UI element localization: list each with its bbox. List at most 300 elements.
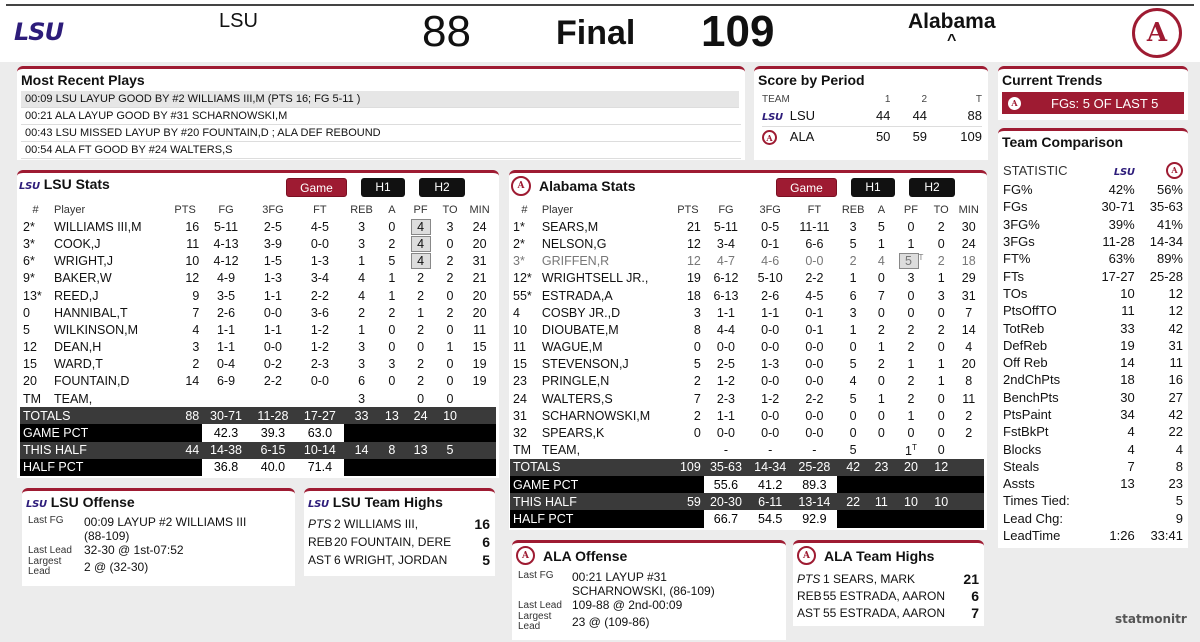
high-player: 55 ESTRADA, AARON [823, 605, 946, 620]
comparison-value: 4 [1127, 441, 1135, 457]
stat-cell [837, 253, 870, 270]
stat-value: 6-9 [216, 374, 236, 389]
stat-cell [929, 407, 954, 424]
player-row[interactable] [20, 287, 496, 304]
stat-cell [168, 218, 202, 235]
player-row[interactable] [510, 218, 984, 235]
stat-value: 3 [358, 391, 366, 406]
stat-cell [437, 218, 463, 235]
summary-blank [837, 510, 870, 527]
summary-blank [463, 424, 496, 441]
stat-cell [704, 356, 748, 373]
sbp-total: 109 [960, 129, 982, 145]
comparison-value: 10 [1120, 285, 1135, 301]
half-pct-row [20, 459, 496, 476]
player-row[interactable] [510, 270, 984, 287]
stat-value: 1-3 [263, 271, 282, 286]
lsu-tab-game[interactable]: Game [286, 178, 347, 197]
stat-value: 3 [849, 219, 857, 234]
stat-cell [748, 304, 792, 321]
stat-value: 20 [472, 288, 487, 303]
stat-cell [168, 321, 202, 338]
high-player: 20 FOUNTAIN, DERE [334, 535, 452, 549]
stat-value: 6 [358, 374, 366, 389]
player-name: BAKER,W [54, 271, 112, 286]
summary-value: 42.3 [202, 424, 250, 441]
stat-cell [893, 253, 929, 270]
stat-value: 2 [907, 374, 915, 389]
stat-value: 12 [185, 271, 200, 286]
lsu-stats-table [20, 201, 496, 476]
player-row[interactable] [510, 321, 984, 338]
stat-cell [20, 339, 51, 356]
stat-value: 0 [446, 236, 454, 251]
stat-cell [893, 424, 929, 441]
summary-value: 23 [870, 459, 893, 476]
stat-value: 3-5 [216, 288, 236, 303]
stat-value: 1-2 [716, 374, 735, 389]
stat-value: 2 [937, 322, 945, 337]
stat-value: 1-2 [310, 340, 329, 355]
trend-item[interactable] [1002, 92, 1184, 114]
play-item[interactable]: 00:21 ALA LAYUP GOOD BY #31 SCHARNOWSKI,M [21, 108, 741, 125]
player-row[interactable] [510, 287, 984, 304]
summary-value: 13 [404, 442, 437, 459]
high-player: 1 SEARS, MARK [823, 571, 916, 586]
stat-value: 0-0 [716, 340, 735, 355]
high-value: 5 [482, 552, 490, 568]
trend-text: FGs: 5 OF LAST 5 [1051, 95, 1159, 111]
offense-value: 00:09 LAYUP #2 WILLIAMS III (88-109) [84, 515, 247, 543]
stat-value: 20 [472, 236, 487, 251]
comparison-stat: FTs [1003, 268, 1024, 284]
player-name: HANNIBAL,T [54, 305, 128, 320]
comparison-value: 30 [1120, 389, 1135, 405]
stat-value: 5 [877, 219, 885, 234]
game-pct-row [20, 424, 496, 441]
current-trends-panel [998, 66, 1188, 120]
stat-value: 21 [686, 219, 701, 234]
offense-label: Last Lead [28, 544, 72, 556]
play-item[interactable]: 00:54 ALA FT GOOD BY #24 WALTERS,S [21, 142, 741, 159]
stat-value: 5-10 [757, 271, 783, 286]
stat-cell [953, 321, 984, 338]
stat-value: 8 [693, 322, 701, 337]
alabama-logo-small: A [797, 546, 816, 565]
stat-cell [748, 442, 792, 459]
offense-value: 23 @ (109-86) [572, 615, 650, 629]
stat-value: 10 [513, 322, 527, 337]
stat-cell [250, 321, 296, 338]
stat-cell [704, 442, 748, 459]
stat-value: 2 [417, 322, 425, 337]
stat-cell [953, 218, 984, 235]
summary-blank [870, 510, 893, 527]
offense-label: Last FG [28, 515, 64, 526]
lsu-logo: LSU [14, 18, 64, 46]
high-category: REB [308, 535, 333, 549]
offense-value: 00:21 LAYUP #31 SCHARNOWSKI, (86-109) [572, 570, 715, 598]
comparison-value: 19 [1120, 337, 1135, 353]
summary-value: 55.6 [704, 476, 748, 493]
player-row[interactable] [20, 321, 496, 338]
stat-value: 0-0 [805, 340, 824, 355]
stat-cell [893, 321, 929, 338]
lsu-logo-small: LSU [26, 499, 47, 510]
stat-value: 4-5 [310, 219, 329, 234]
stat-cell [20, 321, 51, 338]
stat-cell [168, 253, 202, 270]
stat-value: 7 [192, 305, 200, 320]
player-name: ESTRADA,A [541, 288, 613, 303]
stat-value: 5 [849, 357, 857, 372]
comparison-value: 25-28 [1149, 268, 1183, 284]
away-score: 109 [701, 7, 775, 56]
column-header-ft: FT [313, 203, 327, 216]
player-row[interactable] [20, 235, 496, 252]
stat-cell [539, 321, 672, 338]
alabama-logo-small: A [511, 176, 531, 196]
stat-value: 4-6 [761, 254, 780, 269]
comparison-value: 42 [1168, 407, 1183, 422]
stat-cell [539, 253, 672, 270]
stat-cell [672, 253, 704, 270]
offense-value: 2 @ (32-30) [84, 560, 149, 574]
comparison-value: 12 [1168, 303, 1183, 319]
stat-value: 0 [877, 408, 885, 423]
column-header-min: MIN [958, 203, 979, 216]
play-item[interactable]: 00:43 LSU MISSED LAYUP BY #20 FOUNTAIN,D ; ALA DEF REBOUND [21, 125, 741, 142]
player-row[interactable] [510, 442, 984, 459]
stat-cell [704, 235, 748, 252]
offense-label: Last FG [518, 570, 554, 581]
summary-value: 44 [168, 442, 202, 459]
stat-value: 2 [446, 271, 454, 286]
ala-tab-h1[interactable]: H1 [851, 178, 895, 197]
stat-cell [539, 356, 672, 373]
sbp-total: 88 [967, 107, 982, 123]
summary-value: 54.5 [748, 510, 792, 527]
comparison-value: 23 [1168, 476, 1183, 492]
comparison-stat: TotReb [1003, 320, 1045, 336]
stat-value: 14 [185, 374, 200, 389]
stat-cell [510, 287, 539, 304]
stat-cell [929, 442, 954, 459]
summary-label: HALF PCT [510, 510, 672, 527]
stat-value: 2 [937, 254, 945, 269]
ala-tab-h2[interactable]: H2 [909, 178, 955, 197]
stat-cell [704, 321, 748, 338]
stat-value: 0-1 [805, 322, 824, 337]
stat-cell [837, 218, 870, 235]
player-row[interactable] [20, 304, 496, 321]
stat-cell [539, 442, 672, 459]
stat-value: 1* [513, 219, 525, 234]
stat-value: 0-1 [761, 236, 780, 251]
player-row[interactable] [20, 270, 496, 287]
comparison-stat: Lead Chg: [1003, 510, 1063, 526]
stat-cell [437, 270, 463, 287]
stat-cell [20, 373, 51, 390]
summary-blank [953, 493, 984, 510]
stat-value: 1-1 [716, 305, 735, 320]
stat-value: 4-4 [716, 322, 735, 337]
stat-cell [379, 235, 404, 252]
comparison-stat: Blocks [1003, 441, 1042, 457]
player-row[interactable] [510, 424, 984, 441]
summary-value: 109 [672, 459, 704, 476]
stat-value: 1 [937, 374, 945, 389]
column-header-pf: PF [413, 203, 428, 216]
stat-cell [51, 339, 168, 356]
comparison-stat: Off Reb [1003, 355, 1048, 371]
stat-cell [379, 218, 404, 235]
stat-cell [953, 424, 984, 441]
stat-value: 3-4 [310, 271, 329, 286]
stat-value: 0 [937, 426, 945, 441]
stat-cell [704, 339, 748, 356]
player-row[interactable] [20, 253, 496, 270]
stat-cell [437, 390, 463, 407]
stat-cell [344, 339, 380, 356]
stat-cell [893, 304, 929, 321]
stat-cell [20, 304, 51, 321]
comparison-row [1000, 337, 1186, 354]
player-row[interactable] [20, 356, 496, 373]
player-row[interactable] [20, 339, 496, 356]
stat-cell [510, 218, 539, 235]
stat-value: 4 [965, 340, 973, 355]
score-by-period-panel [754, 66, 988, 160]
stat-cell [953, 356, 984, 373]
comparison-value: 16 [1168, 372, 1183, 388]
team-comparison-title: Team Comparison [1002, 134, 1124, 150]
stat-value: 24 [472, 219, 487, 234]
stat-value: 5 [388, 254, 396, 269]
stat-value: 0 [937, 236, 945, 251]
stat-value: 4 [849, 374, 857, 389]
stat-value: 3 [192, 340, 200, 355]
stat-value: 4-13 [213, 236, 239, 251]
stat-cell [748, 321, 792, 338]
ala-team-highs-panel [793, 540, 984, 626]
comparison-stat: FT% [1003, 251, 1031, 267]
stat-value: 2-3 [716, 391, 735, 406]
column-header-pts: PTS [174, 203, 196, 216]
stat-value: 0-5 [761, 219, 780, 234]
ala-highs-table [797, 570, 979, 621]
comparison-stat: DefReb [1003, 337, 1048, 353]
comparison-header: STATISTIC [1003, 162, 1068, 178]
stat-cell [510, 356, 539, 373]
stat-value: 1 [907, 408, 915, 423]
player-name: SCHARNOWSKI,M [541, 408, 651, 423]
player-row[interactable] [510, 390, 984, 407]
comparison-value: 89% [1156, 251, 1183, 267]
stat-value: 6 [849, 288, 857, 303]
comparison-value: 33:41 [1150, 528, 1183, 544]
comparison-row [1000, 475, 1186, 492]
stat-cell [792, 235, 836, 252]
player-row[interactable] [20, 390, 496, 407]
stat-cell [704, 253, 748, 270]
lsu-highs-title: LSU Team Highs [332, 494, 443, 510]
summary-label: THIS HALF [20, 442, 168, 459]
stat-value: 2-6 [761, 288, 780, 303]
stat-cell [792, 287, 836, 304]
stat-cell [296, 339, 344, 356]
stat-value: 1-1 [263, 288, 282, 303]
lsu-tab-h2[interactable]: H2 [419, 178, 465, 197]
stat-cell [539, 424, 672, 441]
offense-label: Largest Lead [28, 556, 62, 577]
stat-cell [929, 235, 954, 252]
stat-cell [168, 390, 202, 407]
stat-cell [870, 407, 893, 424]
sbp-header-2: 2 [921, 94, 928, 105]
play-item[interactable]: 00:09 LSU LAYUP GOOD BY #2 WILLIAMS III,M (PTS 16; FG 5-11 ) [21, 91, 739, 108]
sbp-team: ALA [789, 129, 815, 145]
stat-value: 0-0 [263, 340, 282, 355]
summary-value: 22 [837, 493, 870, 510]
stat-value: 1 [417, 305, 425, 320]
score-by-period-table [762, 94, 982, 147]
column-header-fg: FG [218, 203, 234, 216]
comparison-row [1000, 181, 1186, 198]
stat-value: 2 [388, 305, 396, 320]
comparison-stat: LeadTime [1003, 528, 1061, 544]
stat-cell [870, 390, 893, 407]
stat-value: 2-2 [263, 374, 282, 389]
stat-cell [893, 407, 929, 424]
stat-value: 2 [877, 357, 885, 372]
stat-cell [748, 218, 792, 235]
stat-cell [379, 253, 404, 270]
stat-cell [792, 253, 836, 270]
stat-cell [672, 373, 704, 390]
stat-value: 0 [849, 408, 857, 423]
stat-value: 0 [417, 391, 425, 406]
stat-cell [953, 442, 984, 459]
comparison-value: 35-63 [1149, 199, 1183, 215]
stat-value: 4 [513, 305, 520, 320]
stat-cell [437, 356, 463, 373]
lsu-highs-table [308, 515, 490, 569]
stat-value: 5-11 [713, 219, 738, 234]
stat-value: 1-2 [310, 322, 329, 337]
stat-cell [953, 390, 984, 407]
stat-value: 32 [513, 426, 527, 441]
ala-tab-game[interactable]: Game [776, 178, 837, 197]
player-row[interactable] [510, 339, 984, 356]
stat-cell [168, 270, 202, 287]
summary-value: 6-15 [250, 442, 296, 459]
stat-value: 2 [358, 305, 366, 320]
stat-cell [379, 287, 404, 304]
stat-value: 0-0 [805, 374, 824, 389]
column-header-ft: FT [807, 203, 822, 216]
summary-value: 11 [870, 493, 893, 510]
player-row[interactable] [510, 407, 984, 424]
stat-value: 2 [388, 236, 396, 251]
comparison-value: 30-71 [1101, 199, 1135, 215]
comparison-value: 31 [1168, 337, 1183, 353]
stat-cell [929, 253, 954, 270]
stat-cell [953, 407, 984, 424]
stat-value: 18 [686, 288, 701, 303]
stat-cell [463, 390, 496, 407]
stat-cell [20, 390, 51, 407]
stat-cell [51, 270, 168, 287]
player-row[interactable] [20, 373, 496, 390]
player-row[interactable] [510, 356, 984, 373]
stat-cell [893, 235, 929, 252]
player-row[interactable] [510, 373, 984, 390]
stat-cell [510, 424, 539, 441]
stat-cell [510, 407, 539, 424]
lsu-tab-h1[interactable]: H1 [361, 178, 405, 197]
stat-value: 0-0 [761, 426, 780, 441]
sbp-team: LSU [789, 107, 816, 123]
stat-cell [296, 356, 344, 373]
column-header-a: A [877, 203, 886, 216]
player-row[interactable] [510, 235, 984, 252]
stat-value: 0-0 [716, 426, 735, 441]
summary-blank [893, 476, 929, 493]
stat-cell [510, 390, 539, 407]
player-name: WRIGHT,J [54, 254, 114, 269]
summary-value: 14-34 [748, 459, 792, 476]
player-row[interactable] [510, 253, 984, 270]
stat-value: 20 [961, 357, 976, 372]
stat-value: 11 [962, 391, 976, 406]
stat-value: 2 [417, 288, 425, 303]
stat-cell [539, 287, 672, 304]
current-trends-title: Current Trends [1002, 72, 1103, 88]
stat-cell [953, 270, 984, 287]
stat-value: 3 [388, 357, 396, 372]
player-row[interactable] [510, 304, 984, 321]
stat-value: 5 [849, 443, 857, 458]
comparison-value: 11 [1121, 303, 1135, 319]
comparison-row [1000, 250, 1186, 267]
lsu-team-highs-panel [304, 488, 495, 576]
offense-value: 32-30 @ 1st-07:52 [84, 543, 184, 557]
stat-value: 4 [358, 288, 366, 303]
comparison-value: 7 [1127, 458, 1135, 474]
alabama-logo-small: A [762, 130, 777, 145]
stat-value: 1-1 [761, 305, 780, 320]
stat-cell [437, 339, 463, 356]
stat-cell [792, 218, 836, 235]
statmonitr-logo: statmonitr [1115, 612, 1187, 626]
this-half-row [20, 442, 496, 459]
summary-blank [404, 424, 437, 441]
player-row[interactable] [20, 218, 496, 235]
home-score: 88 [422, 7, 471, 56]
stat-value: 12 [23, 340, 37, 355]
stat-value: 15 [513, 357, 527, 372]
stat-cell [929, 270, 954, 287]
stat-cell [437, 304, 463, 321]
comparison-row [1000, 354, 1186, 371]
stat-value: 1 [358, 322, 366, 337]
stat-value: 0 [693, 340, 701, 355]
player-name: STEVENSON,J [541, 357, 629, 372]
stat-cell [748, 270, 792, 287]
stat-cell [510, 235, 539, 252]
comparison-row [1000, 492, 1186, 509]
